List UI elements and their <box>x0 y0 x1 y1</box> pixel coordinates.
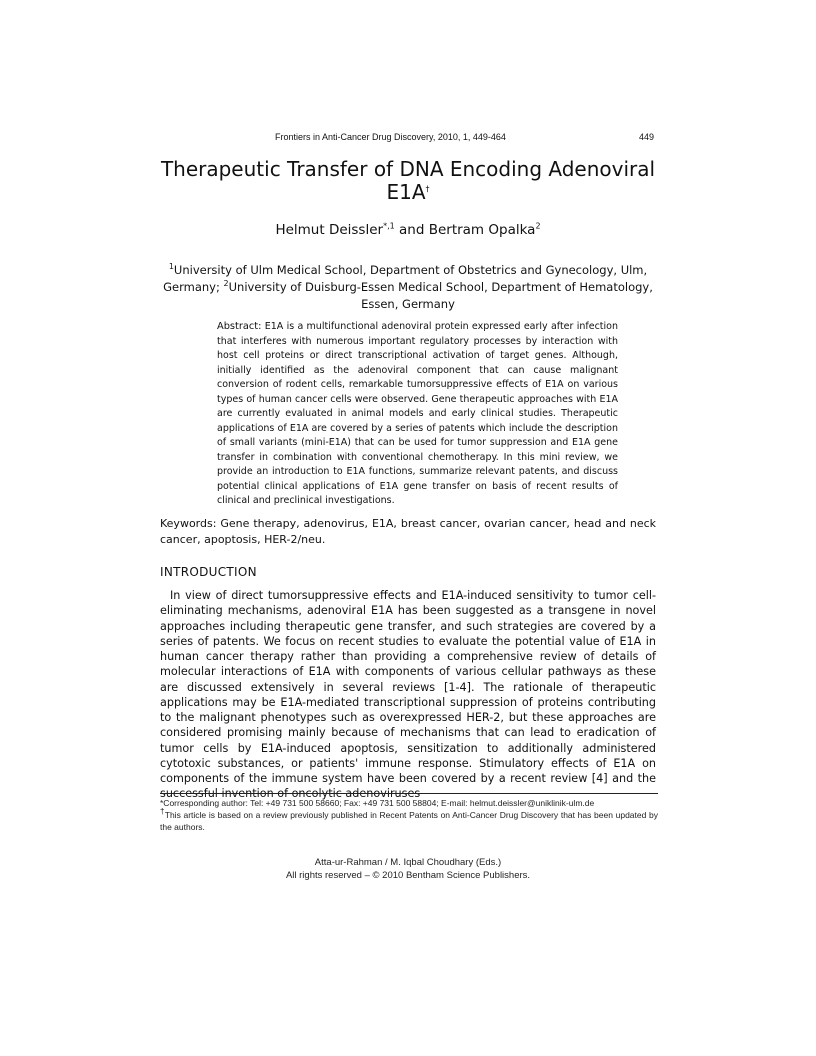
author-connector: and <box>394 222 429 238</box>
author-name: Bertram Opalka <box>428 222 536 238</box>
footnotes <box>160 797 658 833</box>
article-note-text: This article is based on a review previously published in Recent Patents on Anti-Cancer Drug Discovery that has been updated by the authors. <box>160 810 658 832</box>
journal-citation: Frontiers in Anti-Cancer Drug Discovery, 2010, 1, 449-464 <box>275 132 506 142</box>
title-dagger: † <box>425 184 430 194</box>
author-name: Helmut Deissler <box>275 222 384 238</box>
keywords-label: Keywords: <box>160 517 217 530</box>
keywords-text: Gene therapy, adenovirus, E1A, breast cancer, ovarian cancer, head and neck cancer, apoptosis, HER-2/neu. <box>160 517 657 546</box>
section-body: In view of direct tumorsuppressive effects and E1A-induced sensitivity to tumor cell-eliminating mechanisms, adenoviral E1A has been suggested as a transgene in novel approaches including therapeutic gene transfer, and such strategies are covered by a series of patents. We focus on recent studies to evaluate the potential value of E1A in human cancer therapy rather than providing a comprehensive review of details of molecular interactions of E1A with components of various cellular pathways as these are discussed extensively in several reviews [1-4]. The rationale of therapeutic applications may be E1A-mediated transcriptional suppression of proteins contributing to the malignant phenotypes such as overexpressed HER-2, but these approaches are considered promising mainly because of mechanisms that can lead to eradication of tumor cells by E1A-induced apoptosis, sensitization to additionally administered cytotoxic substances, or patients' immune response. Stimulatory effects of E1A on components of the immune system have been covered by a recent review [4] and the successful invention of oncolytic adenoviruses <box>160 589 656 801</box>
abstract-label: Abstract: <box>217 321 262 332</box>
affiliations <box>160 262 656 313</box>
article-note <box>160 809 658 833</box>
rights-line: All rights reserved – © 2010 Bentham Science Publishers. <box>285 869 531 881</box>
affiliation-mark: 2 <box>223 279 229 289</box>
section-heading: INTRODUCTION <box>160 565 257 579</box>
abstract <box>217 320 618 509</box>
author-list <box>160 222 656 238</box>
affiliation-text: University of Ulm Medical School, Department of Obstetrics and Gynecology, Ulm, Germany; <box>163 263 648 294</box>
editors-line: Atta-ur-Rahman / M. Iqbal Choudhary (Eds.) <box>314 857 502 868</box>
keywords <box>160 516 656 548</box>
affiliation-mark: 1 <box>168 262 174 272</box>
footnote-divider <box>160 793 658 794</box>
publisher-info <box>160 857 656 882</box>
page-number: 449 <box>638 132 654 142</box>
article-title <box>150 158 666 204</box>
title-text: Therapeutic Transfer of DNA Encoding Adenoviral E1A <box>160 157 656 204</box>
author-affiliation-mark: *,1 <box>383 221 395 231</box>
footnote-dagger: † <box>160 807 165 817</box>
affiliation-text: University of Duisburg-Essen Medical School, Department of Hematology, Essen, Germany <box>228 280 653 311</box>
abstract-text: E1A is a multifunctional adenoviral protein expressed early after infection that interferes with numerous important regulatory processes by interaction with host cell proteins or direct transcriptional activation of target genes. Although, initially identified as the adenoviral component that can cause malignant conversion of rodent cells, remarkable tumorsuppressive effects of E1A on various types of human cancer cells were observed. Gene therapeutic approaches with E1A are currently evaluated in animal models and early clinical studies. Therapeutic applications of E1A are covered by a series of patents which include the description of small variants (mini-E1A) that can be used for tumor suppression and E1A gene transfer in combination with conventional chemotherapy. In this mini review, we provide an introduction to E1A functions, summarize relevant patents, and discuss potential clinical applications of E1A gene transfer on basis of recent results of clinical and preclinical investigations. <box>217 321 618 506</box>
corresponding-author-note: *Corresponding author: Tel: +49 731 500 58660; Fax: +49 731 500 58804; E-mail: helmut.deissler@uniklinik-ulm.de <box>160 798 595 808</box>
author-affiliation-mark: 2 <box>535 221 541 231</box>
